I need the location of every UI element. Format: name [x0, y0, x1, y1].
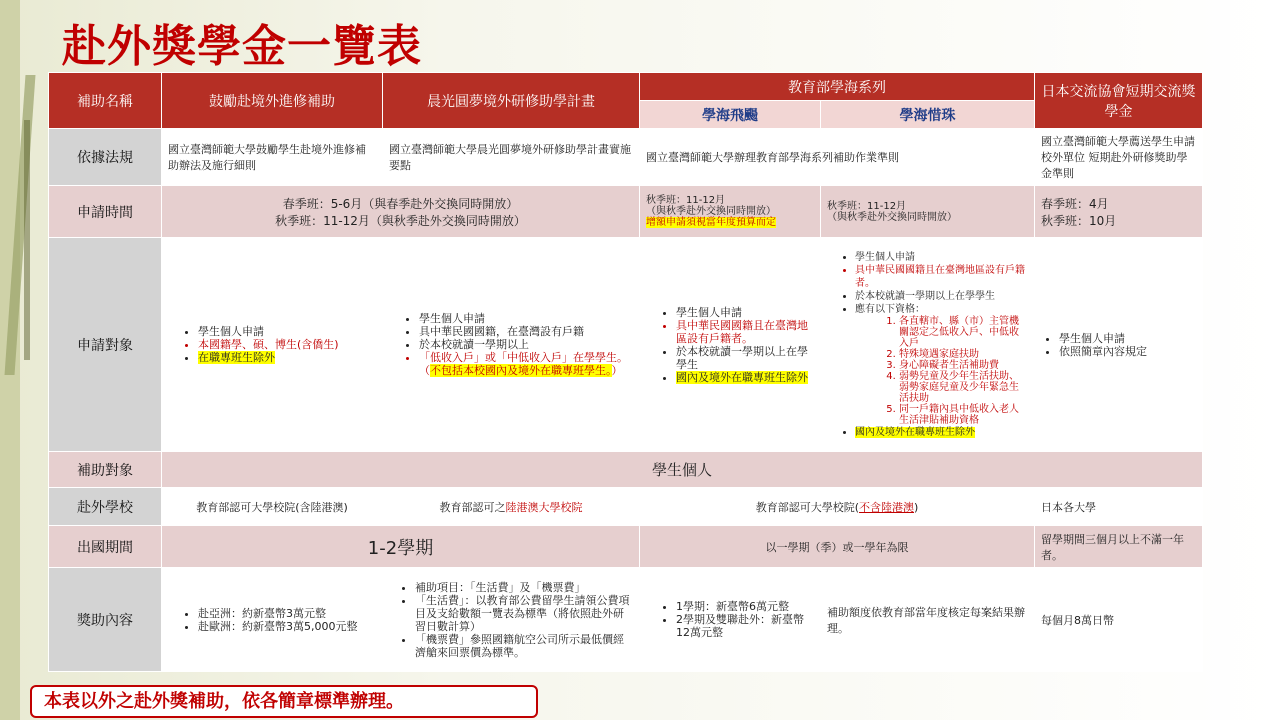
time-encourage-chenguang — [162, 186, 640, 238]
row-label-award: 獎助內容 — [49, 568, 162, 672]
school-moe: 教育部認可大學校院(不含陸港澳) — [640, 488, 1035, 526]
list-item: • 赴亞洲：約新臺幣3萬元整 — [198, 607, 376, 620]
row-label-target: 申請對象 — [49, 238, 162, 452]
award-feiyang — [640, 568, 821, 672]
header-japan: 日本交流協會短期交流獎學金 — [1035, 73, 1203, 129]
list-item: • 具中華民國國籍且在臺灣地區設有戶籍者。 — [676, 319, 814, 345]
period-moe: 以一學期（季）或一學年為限 — [640, 526, 1035, 568]
award-xizhu: 補助額度依教育部當年度核定每案結果辦理。 — [821, 568, 1035, 672]
scholarship-table — [48, 72, 1203, 672]
time-feiyang-fall: 秋季班：11-12月 — [646, 195, 726, 206]
time-feiyang-note: （與秋季赴外交換同時開放） — [646, 206, 776, 217]
period-encourage-chenguang: 1-2學期 — [162, 526, 640, 568]
list-item: • 於本校就讀一學期以上 — [419, 338, 633, 351]
qualification-item: 5. 同一戶籍內具中低收入老人生活津貼補助資格 — [899, 404, 1028, 426]
school-chenguang: 教育部認可之陸港澳大學校院 — [383, 488, 640, 526]
time-japan-spring: 春季班：4月 — [1041, 196, 1109, 211]
qualification-item: 3. 身心障礙者生活補助費 — [899, 360, 1028, 371]
list-item: • 具中華民國國籍且在臺灣地區設有戶籍者。 — [855, 264, 1028, 290]
row-label-basis: 依據法規 — [49, 129, 162, 186]
target-xizhu — [821, 238, 1035, 452]
award-japan: 每個月8萬日幣 — [1035, 568, 1203, 672]
footer-note: 本表以外之赴外獎補助，依各簡章標準辦理。 — [30, 685, 538, 718]
period-japan: 留學期間三個月以上不滿一年者。 — [1035, 526, 1203, 568]
list-item: • 學生個人申請 — [198, 325, 376, 338]
time-fall: 秋季班：11-12月（與秋季赴外交換同時開放） — [275, 213, 526, 228]
time-feiyang — [640, 186, 821, 238]
header-moe-group: 教育部學海系列 — [640, 73, 1035, 101]
row-label-school: 赴外學校 — [49, 488, 162, 526]
time-japan-fall: 秋季班：10月 — [1041, 213, 1117, 228]
list-item: • 補助項目：「生活費」及「機票費」 — [415, 581, 633, 594]
list-item: 國內及境外在職專班生除外 — [855, 426, 975, 438]
header-chenguang: 晨光圓夢境外研修助學計畫 — [383, 73, 640, 129]
row-label-period: 出國期間 — [49, 526, 162, 568]
header-xuehai-feiyang: 學海飛颺 — [640, 101, 821, 129]
list-item: • 「機票費」參照國籍航空公司所示最低價經濟艙來回票價為標準。 — [415, 633, 633, 659]
target-encourage — [162, 238, 383, 452]
list-item: • 本國籍學、碩、博生(含僑生) — [198, 338, 376, 351]
time-xizhu — [821, 186, 1035, 238]
header-xuehai-xizhu: 學海惜珠 — [821, 101, 1035, 129]
qualification-item: 2. 特殊境遇家庭扶助 — [899, 349, 1028, 360]
header-encourage: 鼓勵赴境外進修補助 — [162, 73, 383, 129]
list-item: 在職專班生除外 — [198, 351, 275, 364]
qualification-item: 1. 各直轄市、縣（市）主管機關認定之低收入戶、中低收入戶 — [899, 316, 1028, 349]
target-chenguang — [383, 238, 640, 452]
basis-moe: 國立臺灣師範大學辦理教育部學海系列補助作業準則 — [640, 129, 1035, 186]
list-item: • 「低收入戶」或「中低收入戶」在學學生。（不包括本校國內及境外在職專班學生。） — [419, 351, 633, 377]
header-name: 補助名稱 — [49, 73, 162, 129]
subject-value: 學生個人 — [162, 452, 1203, 488]
list-item: 國內及境外在職專班生除外 — [676, 370, 808, 384]
list-item: • 1學期：新臺幣6萬元整 — [676, 600, 814, 613]
list-item: • 學生個人申請 — [855, 251, 1028, 264]
target-japan — [1035, 238, 1203, 452]
school-encourage: 教育部認可大學校院(含陸港澳) — [162, 488, 383, 526]
list-item: • 「生活費」：以教育部公費留學生請領公費項目及支給數額一覽表為標準（將依照赴外研習日數計算） — [415, 594, 633, 633]
target-feiyang — [640, 238, 821, 452]
time-spring: 春季班：5-6月（與春季赴外交換同時開放） — [282, 196, 519, 211]
time-feiyang-extra: 增額申請須視當年度預算而定 — [646, 217, 776, 228]
award-encourage — [162, 568, 383, 672]
list-item: • 赴歐洲：約新臺幣3萬5,000元整 — [198, 620, 376, 633]
time-xizhu-fall: 秋季班：11-12月 — [827, 200, 907, 212]
list-item: • 於本校就讀一學期以上在學學生 — [676, 345, 814, 371]
list-item: • 具中華民國國籍，在臺灣設有戶籍 — [419, 325, 633, 338]
list-item: • 學生個人申請 — [419, 312, 633, 325]
list-item: • 學生個人申請 — [676, 306, 814, 319]
time-japan — [1035, 186, 1203, 238]
row-label-subject: 補助對象 — [49, 452, 162, 488]
time-xizhu-note: （與秋季赴外交換同時開放） — [827, 211, 957, 223]
leaf-decoration-dark — [24, 120, 30, 360]
basis-encourage: 國立臺灣師範大學鼓勵學生赴境外進修補助辦法及施行細則 — [162, 129, 383, 186]
qualification-item: 4. 弱勢兒童及少年生活扶助、弱勢家庭兒童及少年緊急生活扶助 — [899, 371, 1028, 404]
list-item: • 2學期及雙聯赴外：新臺幣12萬元整 — [676, 613, 814, 639]
school-japan: 日本各大學 — [1035, 488, 1203, 526]
page-title: 赴外獎學金一覽表 — [62, 21, 422, 72]
list-item: • 於本校就讀一學期以上在學學生 — [855, 290, 1028, 303]
row-label-time: 申請時間 — [49, 186, 162, 238]
basis-chenguang: 國立臺灣師範大學晨光圓夢境外研修助學計畫實施要點 — [383, 129, 640, 186]
list-item: • 應有以下資格： 1. 各直轄市、縣（市）主管機關認定之低收入戶、中低收入戶 2. 特殊境遇家庭扶助 3. 身心障礙者生活補助費 4. 弱勢兒童及少年生活扶助、弱勢家庭兒童及少年緊急生活扶助 5. 同一戶籍內具中低收入老人生活津貼補助資格 — [855, 303, 1028, 426]
basis-japan: 國立臺灣師範大學薦送學生申請校外單位 短期赴外研修獎助學金準則 — [1035, 129, 1203, 186]
award-chenguang — [383, 568, 640, 672]
list-item: • 依照簡章內容規定 — [1059, 345, 1196, 358]
list-item: • 學生個人申請 — [1059, 332, 1196, 345]
